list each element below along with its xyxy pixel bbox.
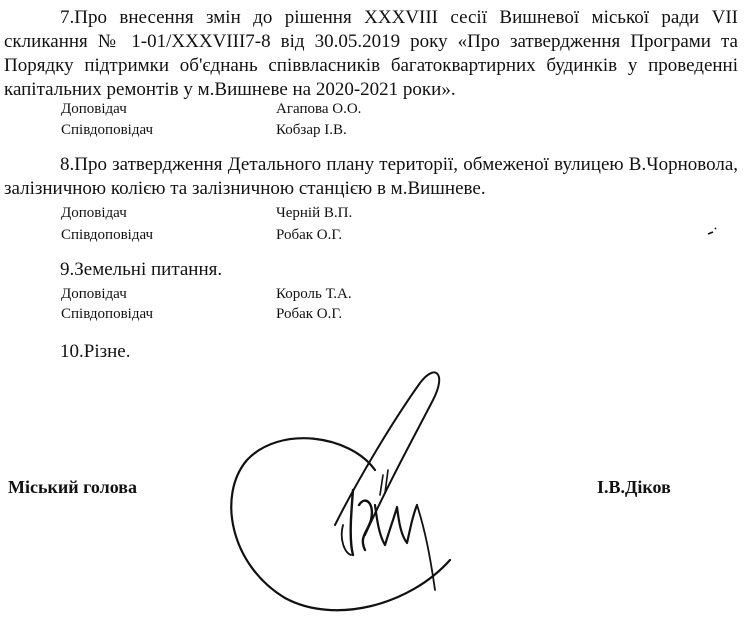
agenda-item-7-speaker-row (61, 99, 461, 119)
agenda-item-9-cospeaker-row (61, 304, 461, 324)
agenda-item-10-text: 10.Різне. (60, 341, 131, 362)
agenda-item-7-cospeaker-row (61, 120, 461, 140)
signatory-name: І.В.Діков (597, 477, 671, 497)
agenda-item-7-text: 7.Про внесення змін до рішення XXXVIII сесії Вишневої міської ради VII скликання № 1-01/XXXVIII7-8 від 30.05.2019 року «Про затвердження Програми та Порядку підтримки об'єднань співвласників багатоквартирних будинків у проведенні капітальних ремонтів у м.Вишневе на 2020-2021 роки». (4, 7, 738, 100)
agenda-item-9-speaker-row (61, 284, 461, 304)
cospeaker-role-label: Співдоповідач (61, 122, 154, 138)
speaker-name: Черній В.П. (276, 205, 353, 221)
handwritten-signature (225, 355, 485, 620)
agenda-item-8-speaker-row (61, 203, 461, 223)
cospeaker-name: Робак О.Г. (276, 227, 343, 243)
speaker-role-label: Доповідач (61, 286, 127, 302)
cospeaker-role-label: Співдоповідач (61, 227, 154, 243)
cospeaker-role-label: Співдоповідач (61, 306, 154, 322)
speaker-name: Король Т.А. (276, 286, 352, 302)
cospeaker-name: Робак О.Г. (276, 306, 343, 322)
agenda-item-8-cospeaker-row (61, 225, 461, 245)
cospeaker-name: Кобзар І.В. (276, 122, 347, 138)
speaker-role-label: Доповідач (61, 205, 127, 221)
signatory-title: Міський голова (8, 477, 137, 497)
speaker-role-label: Доповідач (61, 101, 127, 117)
speaker-name: Агапова О.О. (276, 101, 362, 117)
agenda-item-8-text: 8.Про затвердження Детального плану території, обмеженої вулицею В.Чорновола, залізничною колією та залізничною станцією в м.Вишневе. (4, 154, 738, 199)
scan-speck-mark (706, 226, 720, 238)
agenda-item-9-text: 9.Земельні питання. (60, 259, 223, 280)
